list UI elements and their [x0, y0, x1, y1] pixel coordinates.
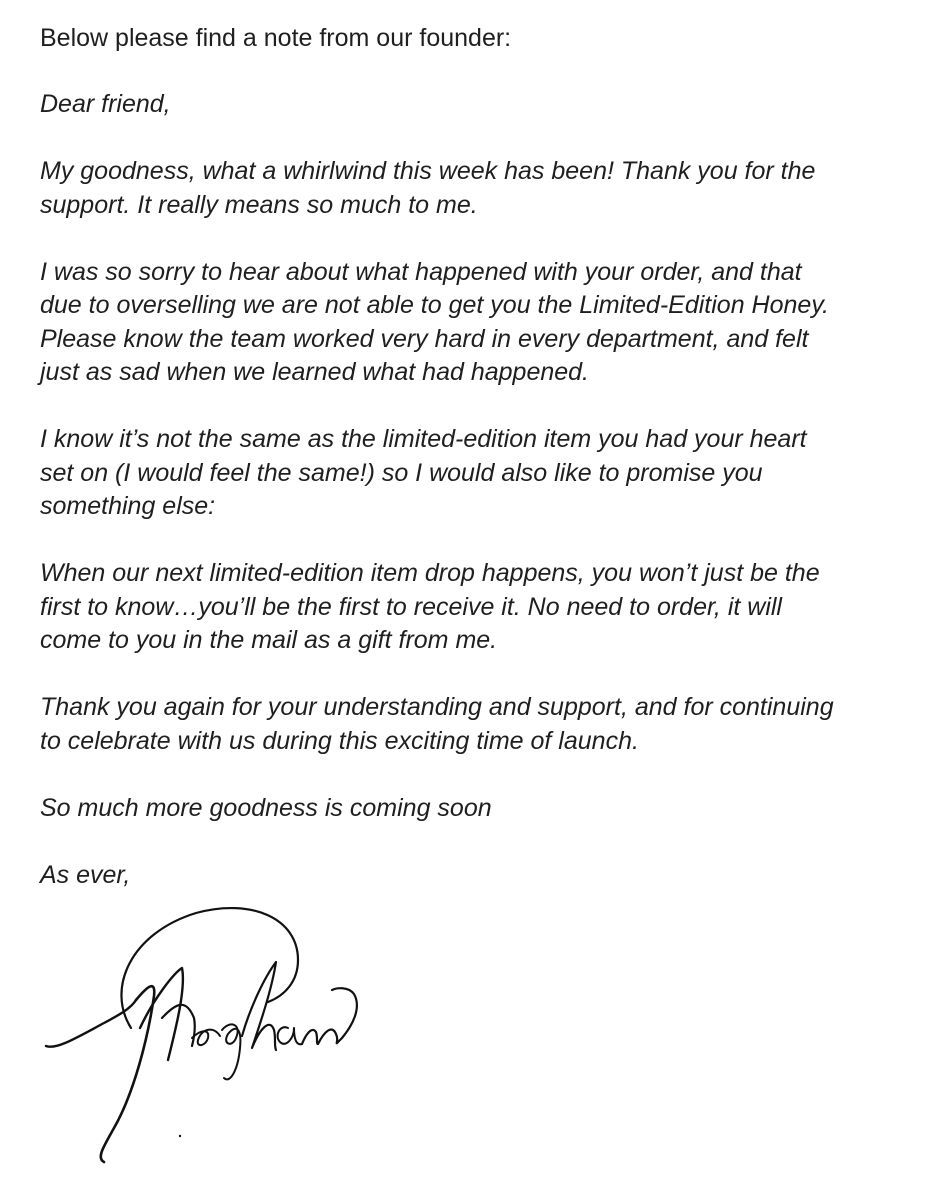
paragraph-line: support. It really means so much to me.: [40, 190, 478, 219]
letter-paragraph-6: [40, 792, 920, 826]
closing-text: As ever,: [40, 860, 131, 889]
paragraph-line: just as sad when we learned what had happened.: [40, 358, 589, 386]
paragraph-line: due to overselling we are not able to get you the Limited-Edition Honey.: [40, 291, 829, 319]
handwritten-signature: [36, 878, 376, 1168]
signature-stroke: [302, 988, 357, 1044]
paragraph-line: set on (I would feel the same!) so I would also like to promise you: [40, 458, 763, 487]
paragraph-line: I know it’s not the same as the limited-edition item you had your heart: [40, 425, 807, 453]
signature-dot: [179, 1135, 181, 1137]
letter-paragraph-2: [40, 256, 920, 390]
paragraph-line: So much more goodness is coming soon: [40, 793, 492, 822]
letter-body: [40, 88, 920, 926]
signature-stroke: [140, 968, 183, 1060]
paragraph-line: Please know the team worked very hard in every department, and felt: [40, 324, 809, 353]
greeting-text: Dear friend,: [40, 90, 171, 118]
paragraph-line: first to know…you’ll be the first to receive it. No need to order, it will: [40, 592, 782, 621]
signature-stroke: [192, 1030, 220, 1045]
paragraph-line: I was so sorry to hear about what happened with your order, and that: [40, 257, 802, 286]
intro-line: Below please find a note from our founder:: [40, 24, 512, 52]
signature-stroke: [222, 1024, 240, 1079]
paragraph-line: to celebrate with us during this exciting time of launch.: [40, 726, 639, 755]
letter-paragraph-1: [40, 155, 920, 222]
paragraph-line: something else:: [40, 492, 216, 520]
signature-stroke: [242, 962, 276, 1050]
paragraph-line: Thank you again for your understanding and support, and for continuing: [40, 693, 834, 721]
signature-stroke: [278, 1027, 302, 1044]
paragraph-line: My goodness, what a whirlwind this week has been! Thank you for the: [40, 157, 816, 185]
letter-paragraph-4: [40, 557, 920, 658]
letter-paragraph-5: [40, 691, 920, 758]
paragraph-line: When our next limited-edition item drop happens, you won’t just be the: [40, 559, 820, 587]
paragraph-line: come to you in the mail as a gift from me.: [40, 626, 498, 654]
signature-stroke: [101, 986, 155, 1162]
letter-greeting: [40, 88, 920, 122]
letter-paragraph-3: [40, 423, 920, 524]
